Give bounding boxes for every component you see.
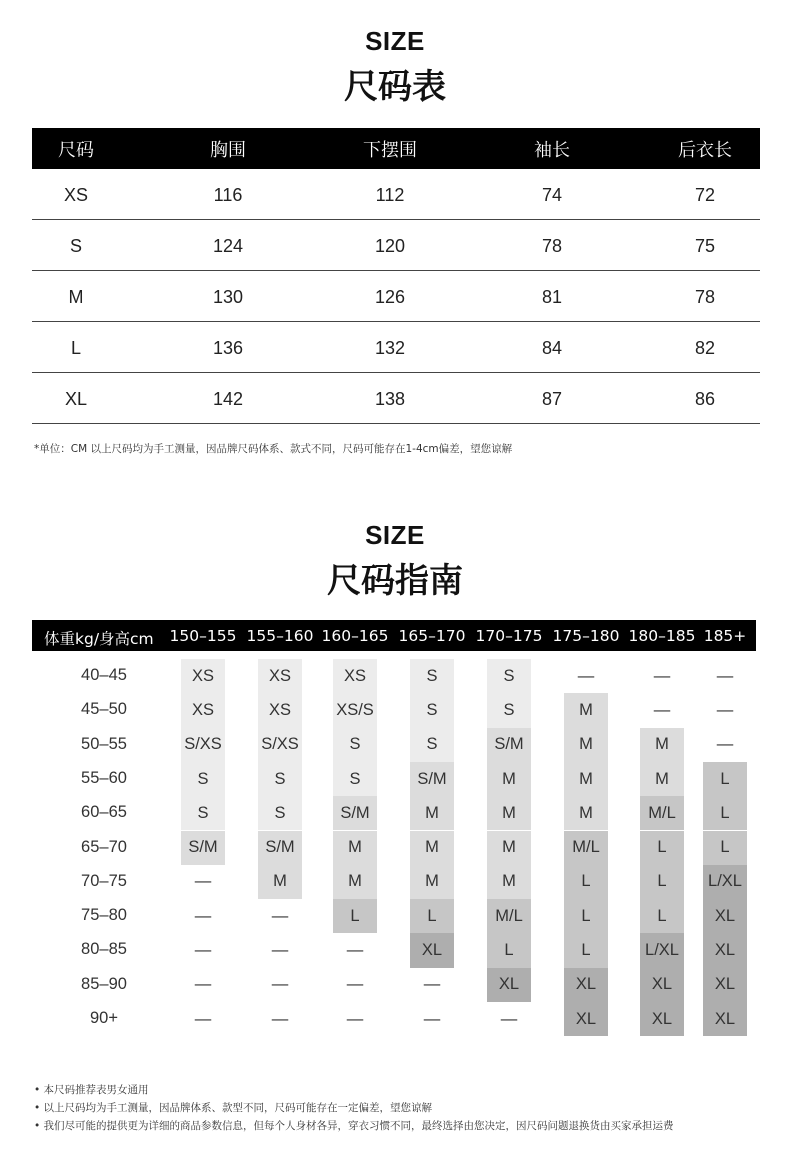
guide-height-header: 170–175 xyxy=(475,627,543,645)
guide-cell: — xyxy=(271,906,289,925)
guide-cell: XL xyxy=(640,968,684,1002)
size-title-en: SIZE xyxy=(365,26,425,56)
guide-cell: XL xyxy=(703,1002,747,1036)
guide-weight-label: 90+ xyxy=(90,1009,118,1027)
size-table-note: *单位：CM 以上尺码均为手工测量，因品牌尺码体系、款式不同，尺码可能存在1-4cm偏差，望您谅解 xyxy=(34,443,513,455)
guide-cell: — xyxy=(346,1009,364,1028)
guide-cell: L xyxy=(703,762,747,796)
size-table-cell: 72 xyxy=(694,185,716,205)
guide-cell: XL xyxy=(564,1002,608,1036)
guide-cell: — xyxy=(346,975,364,994)
guide-cell: S xyxy=(487,659,531,693)
guide-cell: M xyxy=(333,865,377,899)
guide-cell: S/M xyxy=(410,762,454,796)
guide-cell: S/M xyxy=(258,831,302,865)
size-table-col-header: 尺码 xyxy=(58,139,94,161)
guide-weight-label: 85–90 xyxy=(81,974,127,993)
guide-note-item: • 本尺码推荐表男女通用 xyxy=(34,1081,674,1099)
size-table-cell: M xyxy=(68,287,84,307)
size-table-cell: 142 xyxy=(212,389,244,409)
guide-cell: — xyxy=(423,975,441,994)
size-table-col-header: 袖长 xyxy=(534,139,570,161)
guide-cell: L xyxy=(703,831,747,865)
guide-weight-label: 50–55 xyxy=(81,734,127,753)
guide-cell: S xyxy=(333,762,377,796)
size-table-cell: 82 xyxy=(694,338,716,358)
guide-cell: S xyxy=(410,728,454,762)
guide-cell: XL xyxy=(410,933,454,967)
guide-cell: S xyxy=(258,796,302,830)
size-guide-header xyxy=(32,620,756,651)
size-table-col-header: 后衣长 xyxy=(678,139,732,161)
guide-cell: XL xyxy=(703,899,747,933)
guide-cell: S xyxy=(181,796,225,830)
guide-cell: M xyxy=(487,831,531,865)
guide-weight-label: 70–75 xyxy=(81,871,127,890)
guide-cell: S/M xyxy=(487,728,531,762)
guide-cell: — xyxy=(194,872,212,891)
guide-cell: M xyxy=(333,831,377,865)
guide-cell: M xyxy=(640,728,684,762)
guide-cell: S xyxy=(181,762,225,796)
size-table-cell: 120 xyxy=(374,236,406,256)
guide-cell: L xyxy=(640,865,684,899)
size-table-header xyxy=(32,128,760,169)
guide-cell: L xyxy=(703,796,747,830)
guide-weight-label: 40–45 xyxy=(81,666,127,684)
guide-cell: M xyxy=(564,693,608,727)
size-table-cell: 132 xyxy=(374,338,406,358)
size-table-cell: 130 xyxy=(212,287,244,307)
guide-cell: S xyxy=(258,762,302,796)
guide-cell: XL xyxy=(703,968,747,1002)
size-table-cell: 116 xyxy=(213,185,243,205)
guide-cell: S/M xyxy=(181,831,225,865)
guide-cell: XS/S xyxy=(333,693,377,727)
size-table xyxy=(32,128,760,424)
guide-cell: S xyxy=(410,659,454,693)
size-table-col-header: 胸围 xyxy=(210,139,246,161)
guide-cell: S/XS xyxy=(258,728,302,762)
guide-cell: — xyxy=(653,666,671,685)
size-table-cell: 81 xyxy=(541,287,563,307)
guide-cell: L xyxy=(564,899,608,933)
guide-height-header: 160–165 xyxy=(321,627,389,645)
guide-cell: — xyxy=(194,941,212,960)
size-table-cell: XL xyxy=(64,389,88,409)
guide-title-cn: 尺码指南 xyxy=(327,561,463,601)
guide-weight-label: 75–80 xyxy=(81,906,127,925)
guide-cell: S xyxy=(333,728,377,762)
guide-cell: — xyxy=(346,941,364,960)
guide-cell: — xyxy=(577,666,595,685)
guide-height-header: 165–170 xyxy=(398,627,466,645)
guide-cell: M xyxy=(564,762,608,796)
size-guide-notes xyxy=(34,1081,674,1135)
size-table-row xyxy=(32,271,760,322)
size-title-cn: 尺码表 xyxy=(344,67,446,107)
size-table-row xyxy=(32,169,760,220)
guide-cell: M xyxy=(487,796,531,830)
guide-height-header: 150–155 xyxy=(169,627,237,645)
guide-cell: XS xyxy=(181,693,225,727)
guide-cell: XL xyxy=(564,968,608,1002)
size-table-row xyxy=(32,220,760,271)
guide-cell: XL xyxy=(640,1002,684,1036)
guide-cell: M xyxy=(564,796,608,830)
guide-cell: M xyxy=(410,865,454,899)
guide-cell: M xyxy=(487,865,531,899)
guide-cell: — xyxy=(194,1009,212,1028)
guide-cell: — xyxy=(271,941,289,960)
guide-cell: L/XL xyxy=(703,865,747,899)
guide-cell: M xyxy=(410,796,454,830)
guide-cell: S xyxy=(410,693,454,727)
guide-cell: — xyxy=(423,1009,441,1028)
size-table-cell: 87 xyxy=(541,389,563,409)
size-table-body xyxy=(32,169,760,424)
guide-cell: S xyxy=(487,693,531,727)
guide-cell: L xyxy=(333,899,377,933)
guide-cell: — xyxy=(271,975,289,994)
guide-cell: L xyxy=(410,899,454,933)
guide-note-item: • 以上尺码均为手工测量，因品牌体系、款型不同，尺码可能存在一定偏差，望您谅解 xyxy=(34,1099,674,1117)
guide-cell: L/XL xyxy=(640,933,684,967)
guide-cell: M xyxy=(564,728,608,762)
size-table-cell: 84 xyxy=(541,338,563,358)
guide-cell: — xyxy=(716,700,734,719)
guide-cell: XL xyxy=(703,933,747,967)
guide-cell: XL xyxy=(487,968,531,1002)
size-table-cell: XS xyxy=(63,185,89,205)
guide-cell: L xyxy=(640,831,684,865)
guide-weight-label: 45–50 xyxy=(81,700,127,719)
size-guide-heading xyxy=(0,520,790,602)
size-table-cell: 126 xyxy=(374,287,406,307)
guide-cell: S/M xyxy=(333,796,377,830)
size-table-col-header: 下摆围 xyxy=(363,139,417,161)
size-table-cell: 86 xyxy=(694,389,716,409)
guide-cell: XS xyxy=(333,659,377,693)
guide-cell: — xyxy=(716,735,734,754)
guide-cell: L xyxy=(640,899,684,933)
guide-cell: M xyxy=(410,831,454,865)
guide-cell: XS xyxy=(181,659,225,693)
guide-note-item: • 我们尽可能的提供更为详细的商品参数信息，但每个人身材各异，穿衣习惯不同，最终选择由您决定，因尺码问题退换货由买家承担运费 xyxy=(34,1117,674,1135)
guide-height-header: 155–160 xyxy=(246,627,314,645)
guide-cell: L xyxy=(564,865,608,899)
size-table-cell: S xyxy=(69,236,83,256)
size-table-cell: 74 xyxy=(541,185,563,205)
guide-cell: — xyxy=(500,1009,518,1028)
size-table-cell: 124 xyxy=(212,236,244,256)
size-table-cell: 136 xyxy=(212,338,244,358)
guide-height-header: 175–180 xyxy=(552,627,620,645)
size-table-row xyxy=(32,373,760,424)
guide-cell: — xyxy=(194,975,212,994)
guide-title-en: SIZE xyxy=(365,520,425,550)
size-chart-heading xyxy=(0,26,790,108)
guide-cell: M xyxy=(640,762,684,796)
guide-cell: M xyxy=(487,762,531,796)
guide-cell: XS xyxy=(258,659,302,693)
guide-height-header: 185+ xyxy=(703,627,747,645)
size-table-row xyxy=(32,322,760,373)
guide-cell: — xyxy=(194,906,212,925)
guide-weight-label: 80–85 xyxy=(81,940,127,959)
guide-cell: XS xyxy=(258,693,302,727)
guide-cell: M/L xyxy=(487,899,531,933)
guide-weight-label: 60–65 xyxy=(81,803,127,822)
size-table-cell: 78 xyxy=(694,287,716,307)
guide-cell: — xyxy=(653,700,671,719)
size-table-cell: 78 xyxy=(541,236,563,256)
guide-cell: M xyxy=(258,865,302,899)
guide-cell: S/XS xyxy=(181,728,225,762)
guide-weight-label: 65–70 xyxy=(81,837,127,856)
guide-weight-label: 55–60 xyxy=(81,768,127,787)
size-table-cell: 75 xyxy=(694,236,716,256)
guide-height-header: 180–185 xyxy=(628,627,696,645)
guide-cell: M/L xyxy=(640,796,684,830)
guide-cell: L xyxy=(487,933,531,967)
guide-cell: — xyxy=(271,1009,289,1028)
size-table-cell: 138 xyxy=(374,389,406,409)
size-table-cell: 112 xyxy=(375,185,405,205)
guide-cell: L xyxy=(564,933,608,967)
guide-corner-label: 体重kg/身高cm xyxy=(44,630,154,648)
size-table-cell: L xyxy=(70,338,82,358)
guide-cell: M/L xyxy=(564,831,608,865)
guide-cell: — xyxy=(716,666,734,685)
